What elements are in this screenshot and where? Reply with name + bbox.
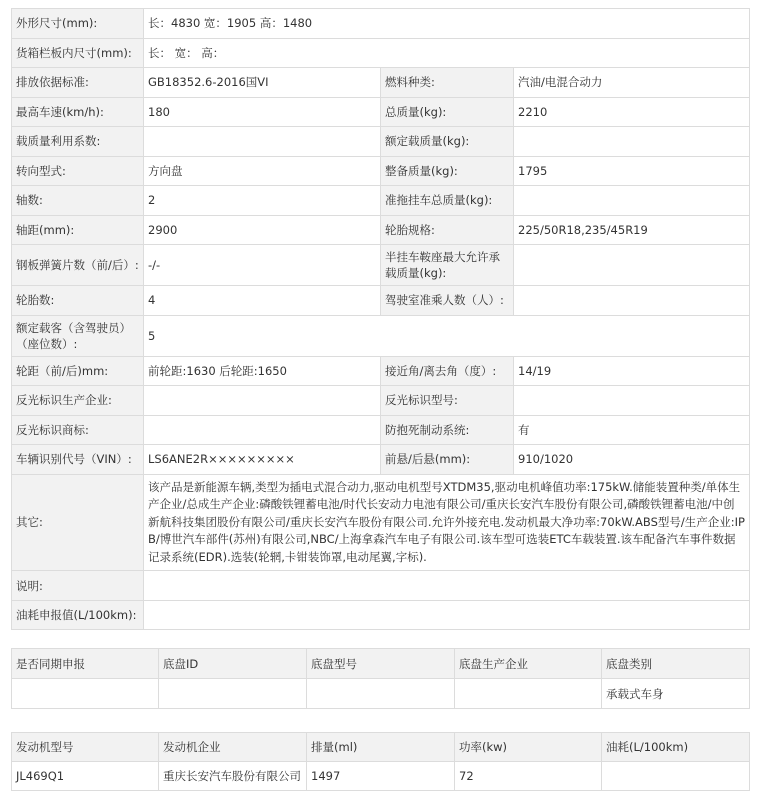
tire-spec-label: 轮胎规格: (381, 215, 514, 245)
column-header: 排量(ml) (307, 733, 455, 762)
axles-value: 2 (144, 186, 381, 216)
reflector-model-label: 反光标识型号: (381, 386, 514, 416)
table-row (12, 97, 750, 127)
table-row (12, 68, 750, 98)
trailer-mass-label: 准拖挂车总质量(kg): (381, 186, 514, 216)
column-header: 发动机型号 (12, 733, 159, 762)
table-row (12, 445, 750, 475)
column-header: 底盘生产企业 (455, 649, 602, 679)
table-row (12, 186, 750, 216)
remarks-value (144, 571, 750, 601)
rated-passengers-label: 额定载客（含驾驶员）（座位数）: (12, 315, 144, 356)
fuel-type-value: 汽油/电混合动力 (514, 68, 750, 98)
table-row (12, 38, 750, 68)
fuel-type-label: 燃料种类: (381, 68, 514, 98)
table-row (12, 386, 750, 416)
tire-spec-value: 225/50R18,235/45R19 (514, 215, 750, 245)
table-cell: JL469Q1 (12, 762, 159, 791)
column-header: 底盘ID (159, 649, 307, 679)
rated-load-label: 额定载质量(kg): (381, 127, 514, 157)
table-row (12, 679, 750, 709)
dimensions-value: 长：4830 宽：1905 高：1480 (144, 9, 750, 39)
column-header: 底盘类别 (602, 649, 750, 679)
curb-mass-label: 整备质量(kg): (381, 156, 514, 186)
saddle-load-value (514, 245, 750, 286)
cargo-dimensions-value: 长： 宽： 高： (144, 38, 750, 68)
table-cell: 承载式车身 (602, 679, 750, 709)
remarks-label: 说明: (12, 571, 144, 601)
table-cell (12, 679, 159, 709)
table-header-row (12, 733, 750, 762)
column-header: 功率(kw) (455, 733, 602, 762)
steering-value: 方向盘 (144, 156, 381, 186)
reflector-maker-label: 反光标识生产企业: (12, 386, 144, 416)
table-cell (602, 762, 750, 791)
table-row (12, 571, 750, 601)
table-row (12, 156, 750, 186)
load-utilization-label: 载质量利用系数: (12, 127, 144, 157)
chassis-table (11, 648, 750, 709)
other-label: 其它: (12, 474, 144, 571)
table-cell: 重庆长安汽车股份有限公司 (159, 762, 307, 791)
max-speed-label: 最高车速(km/h): (12, 97, 144, 127)
table-row (12, 9, 750, 39)
overhang-value: 910/1020 (514, 445, 750, 475)
vin-value: LS6ANE2R××××××××× (144, 445, 381, 475)
table-row (12, 127, 750, 157)
leaf-springs-value: -/- (144, 245, 381, 286)
column-header: 是否同期申报 (12, 649, 159, 679)
table-row (12, 762, 750, 791)
angles-label: 接近角/离去角（度）: (381, 356, 514, 386)
steering-label: 转向型式: (12, 156, 144, 186)
reflector-model-value (514, 386, 750, 416)
table-cell (307, 679, 455, 709)
table-row (12, 215, 750, 245)
tires-value: 4 (144, 286, 381, 316)
reflector-brand-value (144, 415, 381, 445)
column-header: 发动机企业 (159, 733, 307, 762)
rated-passengers-value: 5 (144, 315, 750, 356)
reflector-maker-value (144, 386, 381, 416)
rated-load-value (514, 127, 750, 157)
reflector-brand-label: 反光标识商标: (12, 415, 144, 445)
engine-table (11, 732, 750, 791)
table-row (12, 356, 750, 386)
table-row (12, 600, 750, 630)
fuel-consumption-label: 油耗申报值(L/100km): (12, 600, 144, 630)
track-value: 前轮距:1630 后轮距:1650 (144, 356, 381, 386)
angles-value: 14/19 (514, 356, 750, 386)
abs-label: 防抱死制动系统: (381, 415, 514, 445)
overhang-label: 前悬/后悬(mm): (381, 445, 514, 475)
cab-passengers-value (514, 286, 750, 316)
table-cell: 72 (455, 762, 602, 791)
track-label: 轮距（前/后)mm: (12, 356, 144, 386)
cab-passengers-label: 驾驶室准乘人数（人）: (381, 286, 514, 316)
emission-standard-value: GB18352.6-2016国VI (144, 68, 381, 98)
emission-standard-label: 排放依据标准: (12, 68, 144, 98)
table-cell: 1497 (307, 762, 455, 791)
table-row (12, 315, 750, 356)
trailer-mass-value (514, 186, 750, 216)
vin-label: 车辆识别代号（VIN）: (12, 445, 144, 475)
table-row (12, 245, 750, 286)
wheelbase-value: 2900 (144, 215, 381, 245)
table-row (12, 474, 750, 571)
saddle-load-label: 半挂车鞍座最大允许承载质量(kg): (381, 245, 514, 286)
wheelbase-label: 轴距(mm): (12, 215, 144, 245)
table-cell (159, 679, 307, 709)
table-header-row (12, 649, 750, 679)
dimensions-label: 外形尺寸(mm): (12, 9, 144, 39)
curb-mass-value: 1795 (514, 156, 750, 186)
tires-label: 轮胎数: (12, 286, 144, 316)
fuel-consumption-value (144, 600, 750, 630)
table-row (12, 415, 750, 445)
cargo-dimensions-label: 货箱栏板内尺寸(mm): (12, 38, 144, 68)
total-mass-label: 总质量(kg): (381, 97, 514, 127)
column-header: 底盘型号 (307, 649, 455, 679)
leaf-springs-label: 钢板弹簧片数（前/后）: (12, 245, 144, 286)
total-mass-value: 2210 (514, 97, 750, 127)
max-speed-value: 180 (144, 97, 381, 127)
axles-label: 轴数: (12, 186, 144, 216)
abs-value: 有 (514, 415, 750, 445)
table-row (12, 286, 750, 316)
vehicle-spec-table (11, 8, 750, 630)
other-description: 该产品是新能源车辆,类型为插电式混合动力,驱动电机型号XTDM35,驱动电机峰值功率:175kW.储能装置种类/单体生产企业/总成生产企业:磷酸铁锂蓄电池/时代长安动力电池有限公司/重庆长安汽车股份有限公司,磷酸铁锂蓄电池/中创新航科技集团股份有限公司/重庆长安汽车股份有限公司.允许外接充电.发动机最大净功率:70kW.ABS型号/生产企业:IPB/博世汽车部件(苏州)有限公司,NBC/上海拿森汽车电子有限公司.该车型可选装ETC车载装置.该车配备汽车事件数据记录系统(EDR).选装(轮辋,卡钳装饰罩,电动尾翼,字标). (144, 474, 750, 571)
table-cell (455, 679, 602, 709)
column-header: 油耗(L/100km) (602, 733, 750, 762)
load-utilization-value (144, 127, 381, 157)
